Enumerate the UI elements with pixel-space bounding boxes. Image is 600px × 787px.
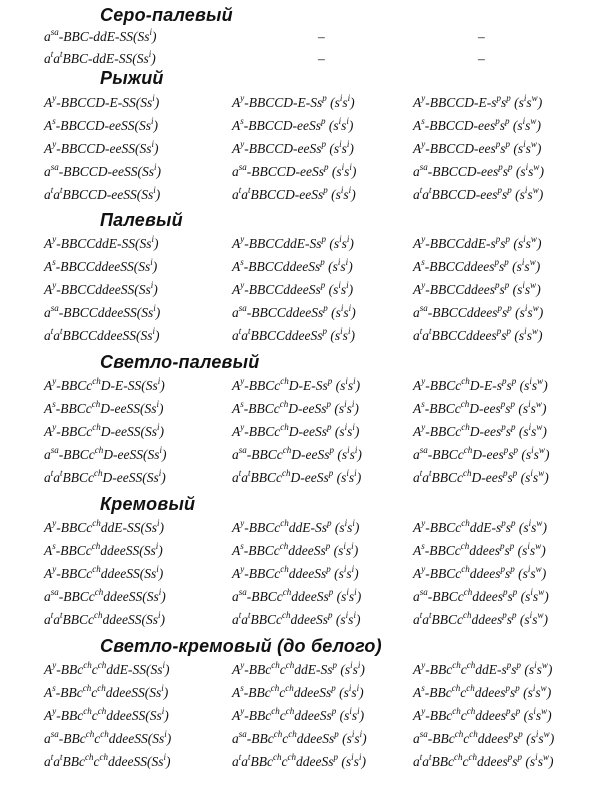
genotype-row xyxy=(0,325,600,347)
genotype-cell: $A^y-BBCCD-E-SS(Ss^i)$ xyxy=(44,93,160,110)
genotype-row xyxy=(0,659,600,681)
genotype-cell: $a^ta^tBBCCddees^ps^p$ $(s^is^w)$ xyxy=(413,326,543,343)
genotype-cell: $A^y-BBCc^{ch}ddE-s^ps^p$ $(s^is^w)$ xyxy=(413,518,547,535)
genotype-cell: – xyxy=(478,51,485,66)
genotype-row xyxy=(0,609,600,631)
genotype-cell: $A^s-BBCCddees^ps^p$ $(s^is^w)$ xyxy=(413,257,541,274)
genotype-cell: $A^y-BBc^{ch}c^{ch}ddeeSs^p$ $(s^is^i)$ xyxy=(232,706,365,723)
genotype-row xyxy=(0,375,600,397)
genotype-cell: $A^y-BBCc^{ch}ddE-Ss^p$ $(s^is^i)$ xyxy=(232,518,360,535)
genotype-row xyxy=(0,540,600,562)
genotype-row xyxy=(0,184,600,206)
genotype-cell: $A^s-BBCCddeeSs^p$ $(s^is^i)$ xyxy=(232,257,353,274)
genotype-cell: $A^y-BBCc^{ch}D-E-s^ps^p$ $(s^is^w)$ xyxy=(413,376,548,393)
genotype-cell: – xyxy=(318,29,325,44)
genotype-cell: $a^ta^tBBCc^{ch}D-eeSs^p$ $(s^is^i)$ xyxy=(232,468,362,485)
genotype-cell: $a^ta^tBBc^{ch}c^{ch}ddees^ps^p$ $(s^is^w)$ xyxy=(413,752,554,769)
genotype-row xyxy=(0,233,600,255)
section-title: Светло-кремовый (до белого) xyxy=(100,636,382,656)
genotype-cell: $a^ta^tBBCCddeeSs^p$ $(s^is^i)$ xyxy=(232,326,355,343)
genotype-row xyxy=(0,751,600,773)
genotype-cell: $A^y-BBCCddees^ps^p$ $(s^is^w)$ xyxy=(413,280,541,297)
genotype-cell: $a^{sa}-BBCc^{ch}D-ees^ps^p$ $(s^is^w)$ xyxy=(413,445,550,462)
genotype-cell: $a^ta^tBBc^{ch}c^{ch}ddeeSs^p$ $(s^is^i)$ xyxy=(232,752,366,769)
genotype-cell: $a^{sa}-BBCc^{ch}D-eeSS(Ss^i)$ xyxy=(44,445,167,462)
genotype-row xyxy=(0,398,600,420)
genotype-row xyxy=(0,92,600,114)
genotype-row xyxy=(0,682,600,704)
genotype-cell: $A^y-BBCCddeeSs^p$ $(s^is^i)$ xyxy=(232,280,354,297)
section-title: Рыжий xyxy=(100,68,164,88)
genotype-cell: $a^ta^tBBCc^{ch}ddees^ps^p$ $(s^is^w)$ xyxy=(413,610,548,627)
genotype-cell: $A^y-BBc^{ch}c^{ch}ddE-SS(Ss^i)$ xyxy=(44,660,170,677)
genotype-cell: $a^ta^tBBc^{ch}c^{ch}ddeeSS(Ss^i)$ xyxy=(44,752,171,769)
genotype-cell: $A^s-BBCCD-ees^ps^p$ $(s^is^w)$ xyxy=(413,116,541,133)
genotype-row xyxy=(0,138,600,160)
genotype-cell: $A^y-BBc^{ch}c^{ch}ddE-s^ps^p$ $(s^is^w)$ xyxy=(413,660,553,677)
genotype-cell: $A^s-BBCc^{ch}ddeeSs^p$ $(s^is^i)$ xyxy=(232,541,359,558)
genotype-cell: $A^y-BBCc^{ch}D-eeSs^p$ $(s^is^i)$ xyxy=(232,422,360,439)
genotype-cell: – xyxy=(318,51,325,66)
genotype-cell: $A^y-BBCCD-ees^ps^p$ $(s^is^w)$ xyxy=(413,139,542,156)
genotype-cell: $a^{sa}-BBc^{ch}c^{ch}ddeeSs^p$ $(s^is^i)$ xyxy=(232,729,367,746)
genotype-cell: $A^y-BBCc^{ch}ddeeSs^p$ $(s^is^i)$ xyxy=(232,564,359,581)
genotype-cell: $A^y-BBCCD-eeSS(Ss^i)$ xyxy=(44,139,159,156)
genotype-cell: $A^s-BBCCD-eeSs^p$ $(s^is^i)$ xyxy=(232,116,354,133)
genotype-cell: $A^y-BBCCddeeSS(Ss^i)$ xyxy=(44,280,158,297)
genotype-cell: $A^y-BBCc^{ch}D-eeSS(Ss^i)$ xyxy=(44,422,164,439)
genotype-cell: $A^y-BBCc^{ch}D-ees^ps^p$ $(s^is^w)$ xyxy=(413,422,547,439)
genotype-cell: $A^s-BBCc^{ch}ddees^ps^p$ $(s^is^w)$ xyxy=(413,541,546,558)
genotype-cell: $a^{sa}-BBc^{ch}c^{ch}ddees^ps^p$ $(s^is^w)$ xyxy=(413,729,555,746)
genotype-cell: $a^{sa}-BBCCddeeSs^p$ $(s^is^i)$ xyxy=(232,303,356,320)
genotype-cell: $A^s-BBCc^{ch}D-ees^ps^p$ $(s^is^w)$ xyxy=(413,399,547,416)
section-title: Кремовый xyxy=(100,494,196,514)
genotype-cell: $A^y-BBc^{ch}c^{ch}ddeeSS(Ss^i)$ xyxy=(44,706,169,723)
genotype-cell: $A^s-BBCc^{ch}D-eeSS(Ss^i)$ xyxy=(44,399,164,416)
genotype-cell: $A^y-BBc^{ch}c^{ch}ddees^ps^p$ $(s^is^w)$ xyxy=(413,706,552,723)
genotype-cell: $a^{sa}-BBCc^{ch}ddeeSS(Ss^i)$ xyxy=(44,587,166,604)
genotype-cell: $a^ta^tBBCc^{ch}D-eeSS(Ss^i)$ xyxy=(44,468,166,485)
genotype-cell: $A^y-BBCCD-E-Ss^p$ $(s^is^i)$ xyxy=(232,93,355,110)
genotype-row xyxy=(0,421,600,443)
genotype-row xyxy=(0,302,600,324)
genotype-cell: $A^y-BBCc^{ch}ddeeSS(Ss^i)$ xyxy=(44,564,164,581)
genotype-cell: $a^ta^tBBCc^{ch}ddeeSS(Ss^i)$ xyxy=(44,610,166,627)
genotype-cell: $a^{sa}-BBC-ddE-SS(Ss^i)$ xyxy=(44,27,157,44)
genotype-cell: $A^y-BBCCD-E-s^ps^p$ $(s^is^w)$ xyxy=(413,93,543,110)
genotype-cell: $a^{sa}-BBc^{ch}c^{ch}ddeeSS(Ss^i)$ xyxy=(44,729,172,746)
genotype-cell: $A^y-BBCCddE-Ss^p$ $(s^is^i)$ xyxy=(232,234,354,251)
genotype-row xyxy=(0,26,600,48)
genotype-cell: $a^ta^tBBCCddeeSS(Ss^i)$ xyxy=(44,326,160,343)
genotype-cell: $A^s-BBc^{ch}c^{ch}ddeeSs^p$ $(s^is^i)$ xyxy=(232,683,364,700)
genotype-row xyxy=(0,48,600,70)
genotype-cell: $a^{sa}-BBCCddees^ps^p$ $(s^is^w)$ xyxy=(413,303,544,320)
genotype-cell: $a^ta^tBBCCD-ees^ps^p$ $(s^is^w)$ xyxy=(413,185,544,202)
genotype-cell: $A^y-BBCc^{ch}ddees^ps^p$ $(s^is^w)$ xyxy=(413,564,547,581)
genotype-cell: $A^y-BBCCD-eeSs^p$ $(s^is^i)$ xyxy=(232,139,354,156)
genotype-row xyxy=(0,467,600,489)
genotype-cell: $a^{sa}-BBCCD-eeSS(Ss^i)$ xyxy=(44,162,162,179)
genotype-cell: $A^s-BBCc^{ch}ddeeSS(Ss^i)$ xyxy=(44,541,163,558)
genotype-cell: $A^y-BBCc^{ch}D-E-SS(Ss^i)$ xyxy=(44,376,165,393)
genotype-row xyxy=(0,256,600,278)
genotype-cell: $A^y-BBCc^{ch}ddE-SS(Ss^i)$ xyxy=(44,518,165,535)
section-title: Серо-палевый xyxy=(100,5,233,25)
genotype-cell: $a^ta^tBBCc^{ch}ddeeSs^p$ $(s^is^i)$ xyxy=(232,610,361,627)
genotype-row xyxy=(0,517,600,539)
genotype-cell: $a^{sa}-BBCCD-eeSs^p$ $(s^is^i)$ xyxy=(232,162,357,179)
genotype-cell: $A^s-BBc^{ch}c^{ch}ddeeSS(Ss^i)$ xyxy=(44,683,169,700)
genotype-row xyxy=(0,586,600,608)
genotype-cell: $A^s-BBCCddeeSS(Ss^i)$ xyxy=(44,257,158,274)
genotype-cell: $a^ta^tBBCc^{ch}D-ees^ps^p$ $(s^is^w)$ xyxy=(413,468,549,485)
genotype-cell: $a^{sa}-BBCc^{ch}ddeeSs^p$ $(s^is^i)$ xyxy=(232,587,362,604)
genotype-cell: $A^y-BBCc^{ch}D-E-Ss^p$ $(s^is^i)$ xyxy=(232,376,361,393)
genotype-cell: $A^y-BBCCddE-SS(Ss^i)$ xyxy=(44,234,159,251)
genotype-row xyxy=(0,279,600,301)
genotype-cell: $a^{sa}-BBCCD-ees^ps^p$ $(s^is^w)$ xyxy=(413,162,544,179)
genotype-row xyxy=(0,161,600,183)
genotype-cell: $A^s-BBc^{ch}c^{ch}ddees^ps^p$ $(s^is^w)$ xyxy=(413,683,552,700)
genotype-row xyxy=(0,563,600,585)
genotype-cell: $a^{sa}-BBCCddeeSS(Ss^i)$ xyxy=(44,303,161,320)
section-title: Палевый xyxy=(100,210,183,230)
genotype-cell: $a^{sa}-BBCc^{ch}ddees^ps^p$ $(s^is^w)$ xyxy=(413,587,549,604)
genotype-cell: $A^y-BBc^{ch}c^{ch}ddE-Ss^p$ $(s^is^i)$ xyxy=(232,660,365,677)
genotype-cell: $a^ta^tBBCCD-eeSs^p$ $(s^is^i)$ xyxy=(232,185,356,202)
genotype-cell: $A^y-BBCCddE-s^ps^p$ $(s^is^w)$ xyxy=(413,234,542,251)
genotype-cell: $A^s-BBCc^{ch}D-eeSs^p$ $(s^is^i)$ xyxy=(232,399,359,416)
genotype-row xyxy=(0,115,600,137)
genotype-cell: $a^{sa}-BBCc^{ch}D-eeSs^p$ $(s^is^i)$ xyxy=(232,445,362,462)
genotype-cell: $A^s-BBCCD-eeSS(Ss^i)$ xyxy=(44,116,159,133)
genotype-row xyxy=(0,444,600,466)
genotype-cell: – xyxy=(478,29,485,44)
genotype-cell: $a^ta^tBBCCD-eeSS(Ss^i)$ xyxy=(44,185,161,202)
section-title: Светло-палевый xyxy=(100,352,260,372)
genotype-row xyxy=(0,705,600,727)
genotype-row xyxy=(0,728,600,750)
genotype-cell: $a^ta^tBBC-ddE-SS(Ss^i)$ xyxy=(44,49,156,66)
